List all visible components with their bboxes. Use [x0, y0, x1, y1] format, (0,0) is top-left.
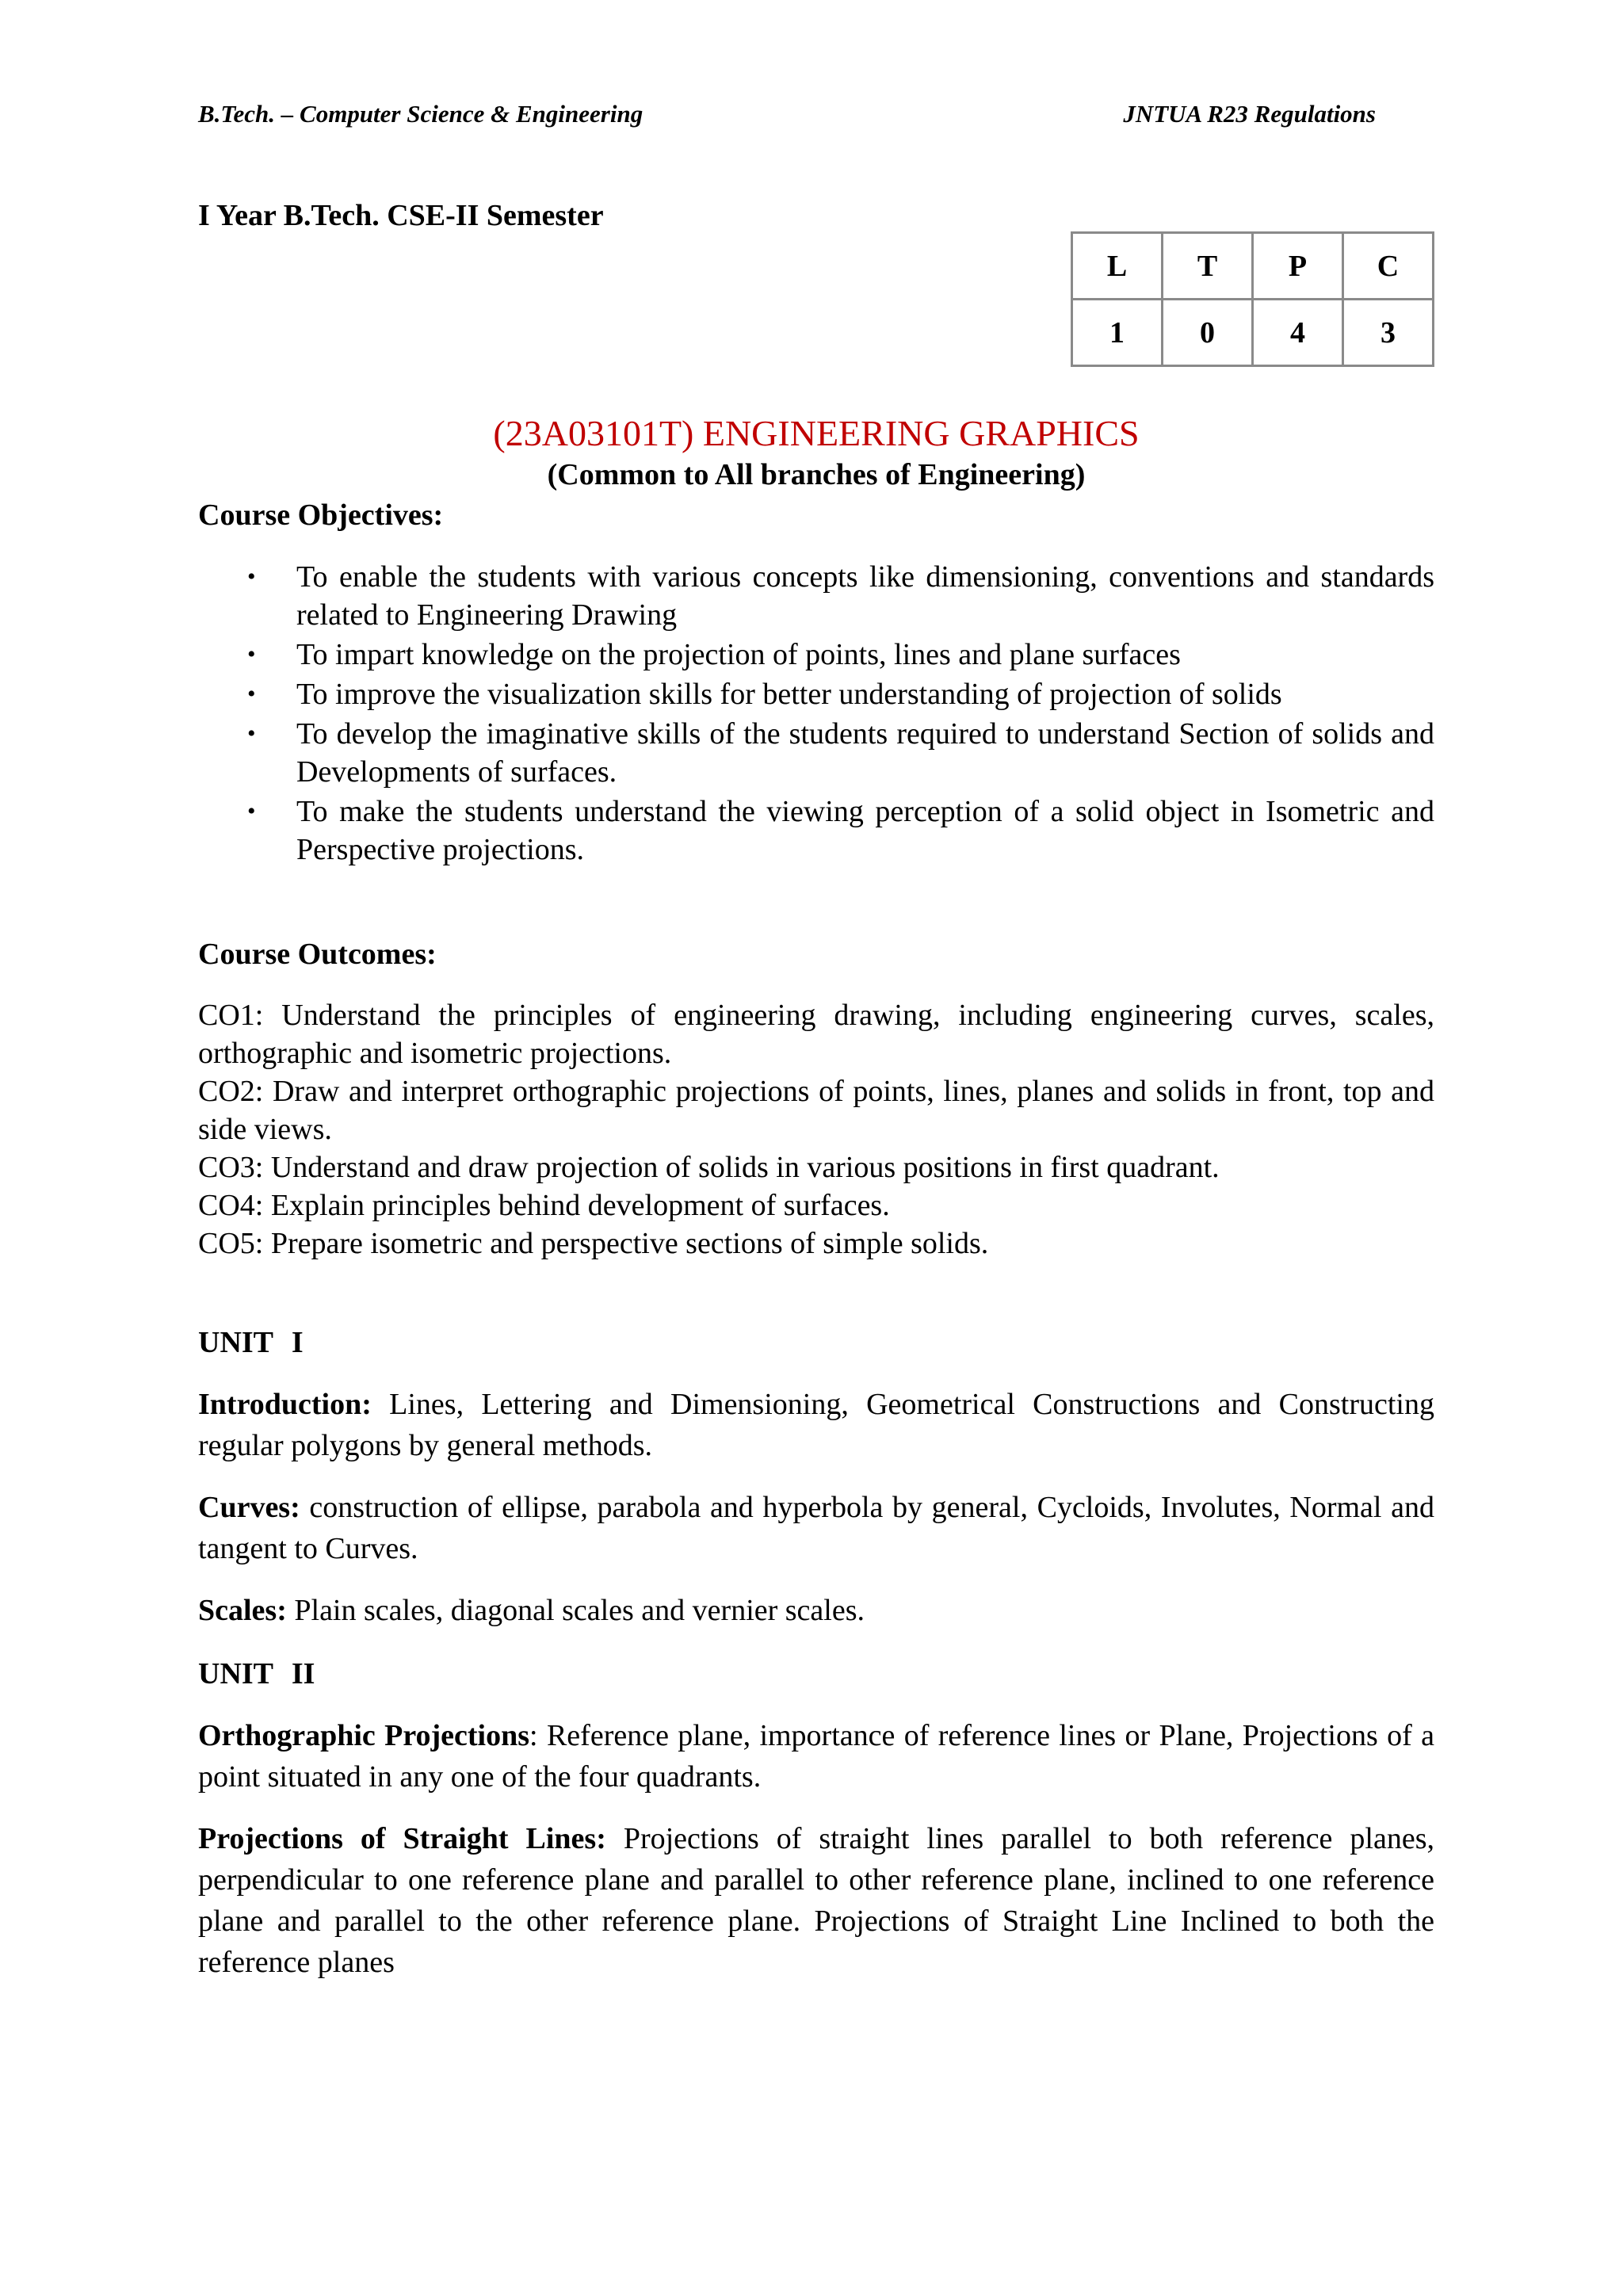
straight-lines-text: Projections of straight lines parallel to both reference planes, perpendicular to one reference plane and parallel to other reference plane, inclined to one reference plane and parallel to the other reference plane. Projections of Straight Line Inclined to both the reference planes — [198, 1822, 1434, 1979]
year-semester: I Year B.Tech. CSE-II Semester — [198, 199, 604, 232]
ltpc-header-l: L — [1072, 233, 1163, 300]
straight-lines-label: Projections of Straight Lines: — [198, 1822, 606, 1855]
ltpc-value-l: 1 — [1072, 300, 1163, 366]
curves-text: construction of ellipse, parabola and hyperbola by general, Cycloids, Involutes, Normal and tangent to Curves. — [198, 1491, 1434, 1565]
outcome-item: CO2: Draw and interpret orthographic projections of points, lines, planes and solids in front, top and side views. — [198, 1075, 1434, 1146]
unit-1-introduction — [198, 1384, 1434, 1466]
ltpc-header-c: C — [1343, 233, 1434, 300]
ltpc-value-p: 4 — [1253, 300, 1343, 366]
objectives-list — [198, 558, 1434, 869]
ltpc-header-row — [1072, 233, 1434, 300]
bullet-icon: • — [247, 720, 256, 747]
objective-item — [198, 793, 1434, 869]
ltpc-value-c: 3 — [1343, 300, 1434, 366]
scales-text: Plain scales, diagonal scales and vernier scales. — [286, 1594, 865, 1627]
ltpc-table — [1071, 231, 1434, 367]
introduction-label: Introduction: — [198, 1388, 372, 1421]
header-program: B.Tech. – Computer Science & Engineering — [198, 100, 643, 128]
course-subtitle: (Common to All branches of Engineering) — [547, 458, 1086, 491]
unit-2-heading: UNIT II — [198, 1657, 315, 1690]
outcome-item: CO3: Understand and draw projection of solids in various positions in first quadrant. — [198, 1151, 1220, 1184]
scales-label: Scales: — [198, 1594, 287, 1627]
ltpc-header-t: T — [1163, 233, 1253, 300]
introduction-text: Lines, Lettering and Dimensioning, Geometrical Constructions and Constructing regular polygons by general methods. — [198, 1388, 1434, 1462]
objective-item — [198, 636, 1434, 674]
outcomes-heading: Course Outcomes: — [198, 938, 437, 971]
outcomes-list — [198, 996, 1434, 1263]
objective-item — [198, 715, 1434, 791]
bullet-icon: • — [247, 798, 256, 824]
ltpc-value-row — [1072, 300, 1434, 366]
orthographic-text: : Reference plane, importance of reference lines or Plane, Projections of a point situated in any one of the four quadrants. — [198, 1719, 1434, 1794]
objective-text: To make the students understand the viewing perception of a solid object in Isometric and Perspective projections. — [296, 795, 1434, 866]
unit-2-orthographic — [198, 1715, 1434, 1797]
objective-text: To develop the imaginative skills of the students required to understand Section of solids and Developments of surfaces. — [296, 717, 1434, 789]
ltpc-value-t: 0 — [1163, 300, 1253, 366]
unit-1-curves — [198, 1487, 1434, 1569]
unit-1-scales — [198, 1590, 1434, 1631]
outcome-item: CO1: Understand the principles of engineering drawing, including engineering curves, scales, orthographic and isometric projections. — [198, 999, 1434, 1070]
outcome-item: CO5: Prepare isometric and perspective sections of simple solids. — [198, 1227, 989, 1260]
header-regulations: JNTUA R23 Regulations — [1123, 100, 1376, 128]
bullet-icon: • — [247, 681, 256, 707]
objective-item — [198, 675, 1434, 713]
course-title: (23A03101T) ENGINEERING GRAPHICS — [493, 413, 1140, 453]
orthographic-label: Orthographic Projections — [198, 1719, 530, 1752]
objectives-heading: Course Objectives: — [198, 499, 444, 532]
objective-text: To enable the students with various concepts like dimensioning, conventions and standards related to Engineering Drawing — [296, 560, 1434, 632]
objective-text: To impart knowledge on the projection of points, lines and plane surfaces — [296, 638, 1181, 671]
outcome-item: CO4: Explain principles behind development of surfaces. — [198, 1189, 890, 1222]
unit-1-heading: UNIT I — [198, 1326, 304, 1359]
objective-item — [198, 558, 1434, 634]
bullet-icon: • — [247, 641, 256, 667]
curves-label: Curves: — [198, 1491, 300, 1524]
ltpc-header-p: P — [1253, 233, 1343, 300]
objective-text: To improve the visualization skills for better understanding of projection of solids — [296, 678, 1282, 711]
bullet-icon: • — [247, 563, 256, 590]
unit-2-straight-lines — [198, 1818, 1434, 1983]
